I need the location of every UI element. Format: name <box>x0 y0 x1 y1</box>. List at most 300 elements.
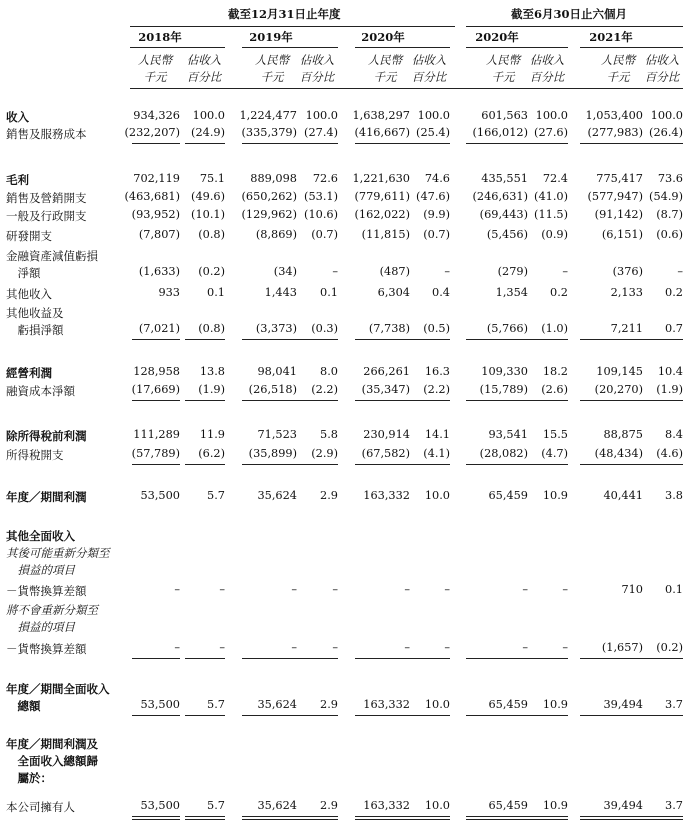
row-value: (6,151) <box>601 228 643 241</box>
row-value: 163,332 <box>363 489 410 502</box>
row-double-underline-2 <box>185 819 225 820</box>
row-label: 年度／期間利潤及 <box>6 737 98 751</box>
header-unit-rmb <box>360 52 410 86</box>
row-value: (779,611) <box>354 190 410 203</box>
row-underline <box>466 658 528 659</box>
row-value: 230,914 <box>363 428 410 441</box>
row-value: 933 <box>158 286 180 299</box>
row-value: (2.9) <box>311 447 338 460</box>
row-value: 100.0 <box>535 109 568 122</box>
row-label: 全面收入總額歸 <box>6 754 98 768</box>
row-value: 2.9 <box>320 489 338 502</box>
row-value: 5.7 <box>207 489 225 502</box>
row-label: －貨幣換算差額 <box>6 584 87 598</box>
row-underline <box>242 658 297 659</box>
header-unit-line: 千元 <box>491 70 515 84</box>
row-value: (53.1) <box>304 190 338 203</box>
row-underline <box>295 464 338 465</box>
row-value: 53,500 <box>140 799 180 812</box>
row-value: (577,947) <box>587 190 643 203</box>
row-value: – <box>174 641 180 654</box>
row-value: 10.0 <box>424 799 450 812</box>
row-value: (24.9) <box>191 126 225 139</box>
row-value: 10.0 <box>424 698 450 711</box>
row-double-underline-1 <box>295 816 338 817</box>
header-unit-line: 百分比 <box>186 70 222 84</box>
row-double-underline-2 <box>466 819 528 820</box>
row-underline <box>405 658 450 659</box>
header-group-year-ended: 截至12月31日止年度 <box>228 7 341 21</box>
header-unit-percent <box>296 52 338 86</box>
row-value: – <box>174 583 180 596</box>
row-value: 1,224,477 <box>239 109 297 122</box>
header-year-rule <box>242 47 338 48</box>
row-value: (15,789) <box>479 383 528 396</box>
row-underline <box>242 143 297 144</box>
row-value: – <box>291 583 297 596</box>
row-double-underline-1 <box>242 816 297 817</box>
row-label: 損益的項目 <box>6 620 75 634</box>
row-value: (8,869) <box>255 228 297 241</box>
row-underline <box>521 143 568 144</box>
header-unit-percent <box>526 52 568 86</box>
row-label: 金融資產減值虧損 <box>6 249 98 263</box>
row-value: 73.6 <box>657 172 683 185</box>
row-value: (0.7) <box>311 228 338 241</box>
row-underline <box>405 339 450 340</box>
row-underline <box>185 143 225 144</box>
row-value: 18.2 <box>542 365 568 378</box>
row-value: (27.6) <box>534 126 568 139</box>
row-label: 屬於： <box>6 771 52 785</box>
row-double-underline-1 <box>355 816 410 817</box>
row-label: 研發開支 <box>6 229 52 243</box>
row-value: (49.6) <box>191 190 225 203</box>
row-double-underline-2 <box>355 819 410 820</box>
row-double-underline-1 <box>466 816 528 817</box>
row-underline <box>405 143 450 144</box>
header-year-rule <box>580 47 683 48</box>
row-value: 702,119 <box>133 172 180 185</box>
row-value: (5,766) <box>486 322 528 335</box>
row-value: (20,270) <box>594 383 643 396</box>
row-value: 72.6 <box>312 172 338 185</box>
header-unit-line: 人民幣 <box>600 53 636 67</box>
row-value: 1,354 <box>495 286 528 299</box>
row-label: 損益的項目 <box>6 563 75 577</box>
row-value: 128,958 <box>133 365 180 378</box>
header-unit-line: 人民幣 <box>137 53 173 67</box>
row-value: (11,815) <box>361 228 410 241</box>
row-value: 1,221,630 <box>352 172 410 185</box>
row-underline <box>521 715 568 716</box>
row-underline <box>242 715 297 716</box>
row-value: 0.2 <box>665 286 683 299</box>
row-value: 934,326 <box>133 109 180 122</box>
row-value: – <box>404 641 410 654</box>
row-underline <box>405 400 450 401</box>
row-value: (0.6) <box>656 228 683 241</box>
row-value: 98,041 <box>257 365 297 378</box>
row-value: – <box>562 583 568 596</box>
row-value: (4.1) <box>423 447 450 460</box>
header-unit-line: 佔收入 <box>186 53 222 67</box>
row-underline <box>627 715 683 716</box>
row-label: 虧損淨額 <box>6 323 64 337</box>
header-group-rule-2 <box>466 26 683 27</box>
row-value: (11.5) <box>534 208 568 221</box>
row-value: – <box>219 583 225 596</box>
row-value: 0.7 <box>665 322 683 335</box>
header-unit-line: 佔收入 <box>299 53 335 67</box>
row-label: 淨額 <box>6 266 41 280</box>
row-value: (4.7) <box>541 447 568 460</box>
row-value: (54.9) <box>649 190 683 203</box>
row-underline <box>185 658 225 659</box>
row-value: (28,082) <box>479 447 528 460</box>
row-value: 93,541 <box>488 428 528 441</box>
row-label: 本公司擁有人 <box>6 800 75 814</box>
row-value: (2.2) <box>423 383 450 396</box>
row-value: 10.0 <box>424 489 450 502</box>
row-underline <box>242 339 297 340</box>
row-value: 1,638,297 <box>352 109 410 122</box>
row-value: 65,459 <box>488 799 528 812</box>
header-unit-rmb <box>247 52 297 86</box>
row-value: (48,434) <box>594 447 643 460</box>
row-value: (10.1) <box>191 208 225 221</box>
row-underline <box>466 400 528 401</box>
row-value: 2.9 <box>320 698 338 711</box>
row-value: 10.9 <box>542 698 568 711</box>
row-value: (26.4) <box>649 126 683 139</box>
row-double-underline-1 <box>185 816 225 817</box>
row-value: (91,142) <box>594 208 643 221</box>
row-value: – <box>404 583 410 596</box>
row-value: – <box>562 265 568 278</box>
header-unit-line: 佔收入 <box>411 53 447 67</box>
row-value: (35,347) <box>361 383 410 396</box>
row-underline <box>466 339 528 340</box>
row-value: 7,211 <box>610 322 643 335</box>
row-value: 74.6 <box>424 172 450 185</box>
row-value: 109,330 <box>481 365 528 378</box>
row-label: 年度／期間全面收入 <box>6 682 110 696</box>
header-unit-rmb <box>593 52 643 86</box>
row-underline <box>466 464 528 465</box>
row-value: 100.0 <box>305 109 338 122</box>
row-value: 3.8 <box>665 489 683 502</box>
row-label: 融資成本淨額 <box>6 384 75 398</box>
row-underline <box>295 400 338 401</box>
row-value: – <box>522 583 528 596</box>
row-underline <box>627 658 683 659</box>
header-unit-line: 百分比 <box>299 70 335 84</box>
row-value: (166,012) <box>472 126 528 139</box>
row-underline <box>185 715 225 716</box>
header-unit-percent <box>183 52 225 86</box>
row-label: 將不會重新分類至 <box>6 603 98 617</box>
row-value: – <box>444 265 450 278</box>
row-value: 35,624 <box>257 489 297 502</box>
row-value: 35,624 <box>257 698 297 711</box>
row-label: 總額 <box>6 699 41 713</box>
header-year: 2019年 <box>249 30 293 44</box>
row-underline <box>132 143 180 144</box>
row-value: 163,332 <box>363 799 410 812</box>
row-value: (57,789) <box>131 447 180 460</box>
row-value: (26,518) <box>248 383 297 396</box>
row-value: (17,669) <box>131 383 180 396</box>
row-double-underline-2 <box>242 819 297 820</box>
row-underline <box>627 339 683 340</box>
row-value: 109,145 <box>596 365 643 378</box>
row-value: – <box>444 641 450 654</box>
row-value: 71,523 <box>257 428 297 441</box>
row-value: 5.7 <box>207 799 225 812</box>
row-value: (0.8) <box>198 228 225 241</box>
row-value: 53,500 <box>140 489 180 502</box>
header-unit-rmb <box>130 52 180 86</box>
row-value: (10.6) <box>304 208 338 221</box>
row-value: 5.7 <box>207 698 225 711</box>
row-underline <box>295 715 338 716</box>
row-underline <box>627 464 683 465</box>
row-label: 毛利 <box>6 173 29 187</box>
row-value: 39,494 <box>603 799 643 812</box>
row-value: (232,207) <box>124 126 180 139</box>
row-double-underline-2 <box>627 819 683 820</box>
row-value: 11.9 <box>199 428 225 441</box>
row-label: 銷售及營銷開支 <box>6 191 87 205</box>
row-value: 100.0 <box>192 109 225 122</box>
header-group-six-months: 截至6月30日止六個月 <box>511 7 628 21</box>
row-double-underline-2 <box>295 819 338 820</box>
row-value: (41.0) <box>534 190 568 203</box>
header-unit-line: 佔收入 <box>529 53 565 67</box>
row-value: 1,443 <box>264 286 297 299</box>
row-underline <box>627 143 683 144</box>
row-label: 年度／期間利潤 <box>6 490 87 504</box>
row-value: 6,304 <box>377 286 410 299</box>
row-label: 銷售及服務成本 <box>6 127 87 141</box>
row-value: (7,738) <box>368 322 410 335</box>
row-value: (0.2) <box>198 265 225 278</box>
row-underline <box>355 339 410 340</box>
row-value: 2.9 <box>320 799 338 812</box>
row-value: (25.4) <box>416 126 450 139</box>
row-value: 8.4 <box>665 428 683 441</box>
row-label: 收入 <box>6 110 29 124</box>
row-value: (0.5) <box>423 322 450 335</box>
row-value: 88,875 <box>603 428 643 441</box>
row-underline <box>132 400 180 401</box>
row-label: 一般及行政開支 <box>6 209 87 223</box>
row-value: 65,459 <box>488 698 528 711</box>
row-underline <box>521 658 568 659</box>
row-underline <box>355 658 410 659</box>
row-value: (7,807) <box>138 228 180 241</box>
row-double-underline-1 <box>521 816 568 817</box>
row-underline <box>355 464 410 465</box>
row-value: 14.1 <box>424 428 450 441</box>
row-label: 其他全面收入 <box>6 529 75 543</box>
header-unit-line: 百分比 <box>411 70 447 84</box>
row-value: 65,459 <box>488 489 528 502</box>
row-value: 8.0 <box>320 365 338 378</box>
header-group-rule-1 <box>130 26 455 27</box>
row-underline <box>521 464 568 465</box>
row-value: – <box>522 641 528 654</box>
row-value: 39,494 <box>603 698 643 711</box>
row-value: 163,332 <box>363 698 410 711</box>
row-value: 435,551 <box>481 172 528 185</box>
header-unit-line: 千元 <box>260 70 284 84</box>
header-year-rule <box>130 47 225 48</box>
row-value: (0.2) <box>656 641 683 654</box>
row-double-underline-1 <box>132 816 180 817</box>
row-value: 10.4 <box>657 365 683 378</box>
row-value: 15.5 <box>542 428 568 441</box>
header-year: 2020年 <box>475 30 519 44</box>
row-underline <box>521 400 568 401</box>
row-value: 40,441 <box>603 489 643 502</box>
row-double-underline-2 <box>405 819 450 820</box>
row-underline <box>295 339 338 340</box>
row-value: (129,962) <box>241 208 297 221</box>
header-unit-line: 千元 <box>143 70 167 84</box>
row-double-underline-2 <box>521 819 568 820</box>
row-value: – <box>219 641 225 654</box>
row-value: (650,262) <box>241 190 297 203</box>
row-value: (0.9) <box>541 228 568 241</box>
row-underline <box>242 400 297 401</box>
row-value: (93,952) <box>131 208 180 221</box>
row-value: 0.1 <box>320 286 338 299</box>
row-underline <box>405 715 450 716</box>
row-value: (277,983) <box>587 126 643 139</box>
row-value: 710 <box>621 583 643 596</box>
row-value: 3.7 <box>665 799 683 812</box>
row-underline <box>185 464 225 465</box>
row-value: (8.7) <box>656 208 683 221</box>
row-label: 除所得稅前利潤 <box>6 429 87 443</box>
row-underline <box>355 143 410 144</box>
row-value: (5,456) <box>486 228 528 241</box>
row-label: 所得稅開支 <box>6 448 64 462</box>
row-value: – <box>444 583 450 596</box>
row-value: (376) <box>612 265 643 278</box>
row-value: 5.8 <box>320 428 338 441</box>
header-unit-line: 佔收入 <box>644 53 680 67</box>
row-label: 其他收入 <box>6 287 52 301</box>
row-value: 53,500 <box>140 698 180 711</box>
row-value: (0.7) <box>423 228 450 241</box>
row-value: (7,021) <box>138 322 180 335</box>
row-value: 72.4 <box>542 172 568 185</box>
row-value: (2.2) <box>311 383 338 396</box>
row-underline <box>132 464 180 465</box>
row-underline <box>466 715 528 716</box>
row-value: 889,098 <box>250 172 297 185</box>
row-underline <box>295 143 338 144</box>
row-value: (27.4) <box>304 126 338 139</box>
row-value: 1,053,400 <box>585 109 643 122</box>
row-value: 3.7 <box>665 698 683 711</box>
row-value: 100.0 <box>417 109 450 122</box>
row-value: (335,379) <box>241 126 297 139</box>
row-value: (246,631) <box>472 190 528 203</box>
row-value: – <box>677 265 683 278</box>
row-value: (67,582) <box>361 447 410 460</box>
header-unit-rmb <box>478 52 528 86</box>
row-underline <box>466 143 528 144</box>
row-value: 266,261 <box>363 365 410 378</box>
row-value: (3,373) <box>255 322 297 335</box>
row-value: (4.6) <box>656 447 683 460</box>
header-year: 2020年 <box>361 30 405 44</box>
header-unit-line: 百分比 <box>529 70 565 84</box>
row-value: 0.4 <box>432 286 450 299</box>
row-value: 100.0 <box>650 109 683 122</box>
row-double-underline-1 <box>405 816 450 817</box>
header-year-rule <box>466 47 568 48</box>
row-value: – <box>562 641 568 654</box>
row-value: (34) <box>273 265 297 278</box>
row-value: 601,563 <box>481 109 528 122</box>
row-value: 16.3 <box>424 365 450 378</box>
row-value: (487) <box>379 265 410 278</box>
header-unit-line: 人民幣 <box>367 53 403 67</box>
row-value: (47.6) <box>416 190 450 203</box>
header-unit-line: 千元 <box>606 70 630 84</box>
row-underline <box>355 715 410 716</box>
row-label: 其後可能重新分類至 <box>6 546 110 560</box>
header-year-rule <box>355 47 450 48</box>
row-value: (1,657) <box>601 641 643 654</box>
row-value: (6.2) <box>198 447 225 460</box>
row-value: 111,289 <box>133 428 180 441</box>
row-value: 0.2 <box>550 286 568 299</box>
row-value: 775,417 <box>596 172 643 185</box>
row-value: (1.9) <box>198 383 225 396</box>
header-unit-line: 千元 <box>373 70 397 84</box>
row-value: (2.6) <box>541 383 568 396</box>
row-value: 35,624 <box>257 799 297 812</box>
row-value: – <box>332 265 338 278</box>
row-value: 0.1 <box>207 286 225 299</box>
header-year: 2018年 <box>138 30 182 44</box>
row-underline <box>132 715 180 716</box>
row-value: – <box>291 641 297 654</box>
row-value: (162,022) <box>354 208 410 221</box>
row-underline <box>185 339 225 340</box>
row-underline <box>132 339 180 340</box>
row-value: (416,667) <box>354 126 410 139</box>
row-value: 0.1 <box>665 583 683 596</box>
row-value: 75.1 <box>199 172 225 185</box>
row-underline <box>355 400 410 401</box>
row-underline <box>295 658 338 659</box>
row-label: －貨幣換算差額 <box>6 642 87 656</box>
row-value: (1.0) <box>541 322 568 335</box>
row-double-underline-1 <box>627 816 683 817</box>
row-value: (69,443) <box>479 208 528 221</box>
header-unit-line: 百分比 <box>644 70 680 84</box>
row-label: 其他收益及 <box>6 306 64 320</box>
row-value: 13.8 <box>199 365 225 378</box>
row-value: 10.9 <box>542 489 568 502</box>
